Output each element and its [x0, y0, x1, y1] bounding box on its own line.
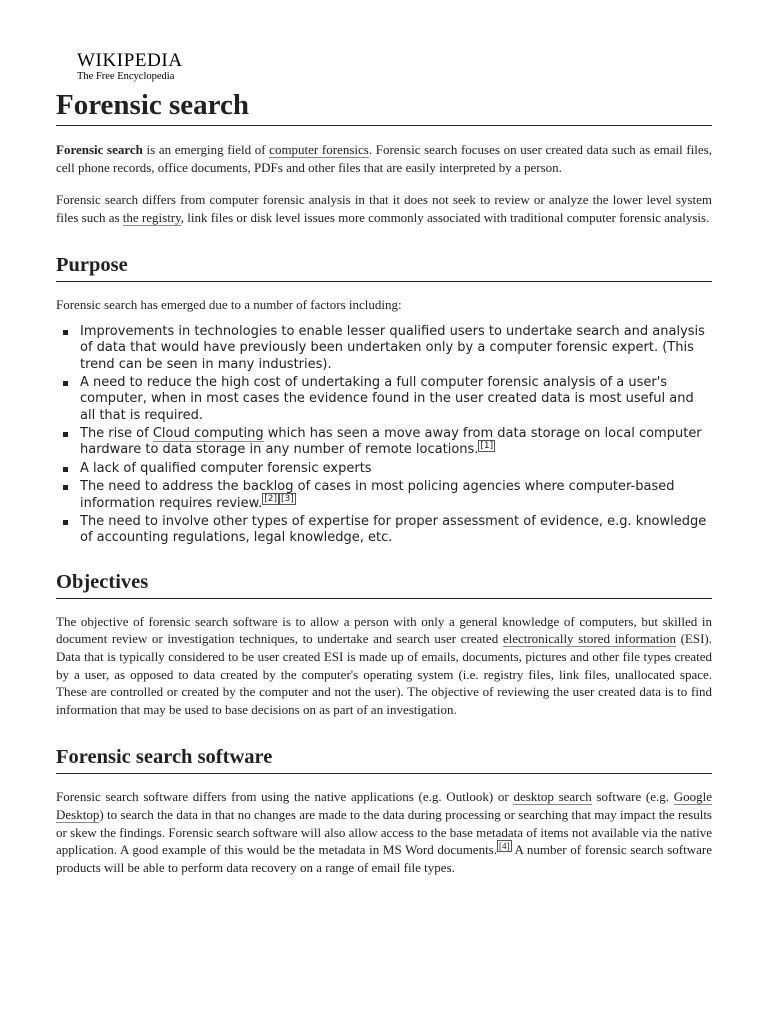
- section-software: [56, 744, 712, 876]
- intro-text: is an emerging field of: [142, 142, 270, 157]
- citation-3[interactable]: [3]: [280, 494, 294, 505]
- list-item: [80, 514, 712, 547]
- section-purpose: [56, 252, 712, 546]
- paragraph-text: software (e.g.: [591, 789, 674, 805]
- paragraph-text: A number of forensic search software products will be able to perform data recovery on a range of email file types.: [56, 842, 712, 875]
- section-heading-software: Forensic search software: [56, 744, 712, 774]
- list-item: [80, 479, 712, 512]
- list-item: [80, 324, 712, 373]
- article-page: [56, 50, 712, 876]
- section-heading-objectives: Objectives: [56, 569, 712, 599]
- intro-bold-term: Forensic search: [56, 142, 143, 157]
- intro-text: . Forensic search focuses on user created data such as email files, cell phone records, office documents, PDFs and other files that are easily interpreted by a person.: [56, 142, 712, 175]
- citation-1[interactable]: [1]: [480, 441, 494, 452]
- link-cloud-computing[interactable]: Cloud computing: [152, 426, 264, 442]
- paragraph-text: The objective of forensic search software is to allow a person with only a general knowledge of computers, but skilled in document review or investigation techniques, to undertake and search user created: [56, 613, 712, 647]
- intro-paragraph-2: [56, 191, 712, 226]
- page-title: Forensic search: [56, 87, 712, 126]
- intro-paragraph-1: [56, 141, 712, 176]
- paragraph-text: (ESI). Data that is typically considered to be user created ESI is made up of emails, documents, pictures and other file types created by a user, as opposed to data created by the computer's operating system (i.e. registry files, link files, unallocated space. These are controlled or created by the computer and not the user). The objective of reviewing the user created data is to find information that may be used to base decisions on as part of an investigation.: [56, 631, 712, 717]
- link-the-registry[interactable]: the registry: [122, 209, 181, 225]
- list-item-text: A need to reduce the high cost of undertaking a full computer forensic analysis of a user's computer, when in most cases the evidence found in the user created data is most useful and all that is required.: [80, 375, 694, 423]
- list-item: [80, 375, 712, 424]
- purpose-list: [56, 324, 712, 547]
- list-item-text: The need to involve other types of expertise for proper assessment of evidence, e.g. knowledge of accounting regulations, legal knowledge, etc.: [80, 514, 707, 546]
- citation-4[interactable]: [4]: [499, 840, 510, 851]
- list-item-text: which has seen a move away from data storage on local computer hardware to data storage in any number of remote locations.: [80, 426, 702, 458]
- purpose-intro: Forensic search has emerged due to a number of factors including:: [56, 297, 402, 313]
- list-item-text: Improvements in technologies to enable lesser qualified users to undertake search and analysis of data that would have previously been undertaken only by a computer forensic expert. (This trend can be seen in many industries).: [80, 323, 705, 372]
- list-item-text: The need to address the backlog of cases in most policing agencies where computer-based information requires review.: [80, 479, 675, 511]
- list-item-text: A lack of qualified computer forensic experts: [80, 460, 372, 476]
- logo-tagline: The Free Encyclopedia: [77, 71, 175, 82]
- list-item: [80, 461, 712, 477]
- list-item: [80, 426, 712, 459]
- software-paragraph: [56, 788, 712, 876]
- citation-2[interactable]: [2]: [264, 494, 277, 505]
- logo-wordmark: WIKIPEDIA: [77, 50, 183, 71]
- list-item-text: The rise of: [80, 426, 153, 442]
- link-google-desktop[interactable]: Google Desktop: [56, 789, 712, 822]
- link-desktop-search[interactable]: desktop search: [513, 789, 592, 805]
- link-electronically-stored-information[interactable]: electronically stored information: [502, 631, 676, 647]
- link-computer-forensics[interactable]: computer forensics: [269, 142, 369, 157]
- intro-text: , link files or disk level issues more commonly associated with traditional computer forensic analysis.: [180, 209, 710, 225]
- intro-text: Forensic search differs from computer forensic analysis in that it does not seek to review or analyze the lower level system files such as: [56, 192, 712, 225]
- wikipedia-logo[interactable]: [77, 50, 712, 83]
- section-objectives: [56, 569, 712, 719]
- section-heading-purpose: Purpose: [56, 252, 712, 282]
- paragraph-text: ) to search the data in that no changes are made to the data during processing or searching that may impact the results or skew the findings. Forensic search software will also allow access to the base metadata of items not available via the native application. A good example of this would be the metadata in MS Word documents.: [56, 806, 712, 858]
- objectives-paragraph: [56, 613, 712, 719]
- paragraph-text: Forensic search software differs from using the native applications (e.g. Outlook) or: [56, 789, 514, 805]
